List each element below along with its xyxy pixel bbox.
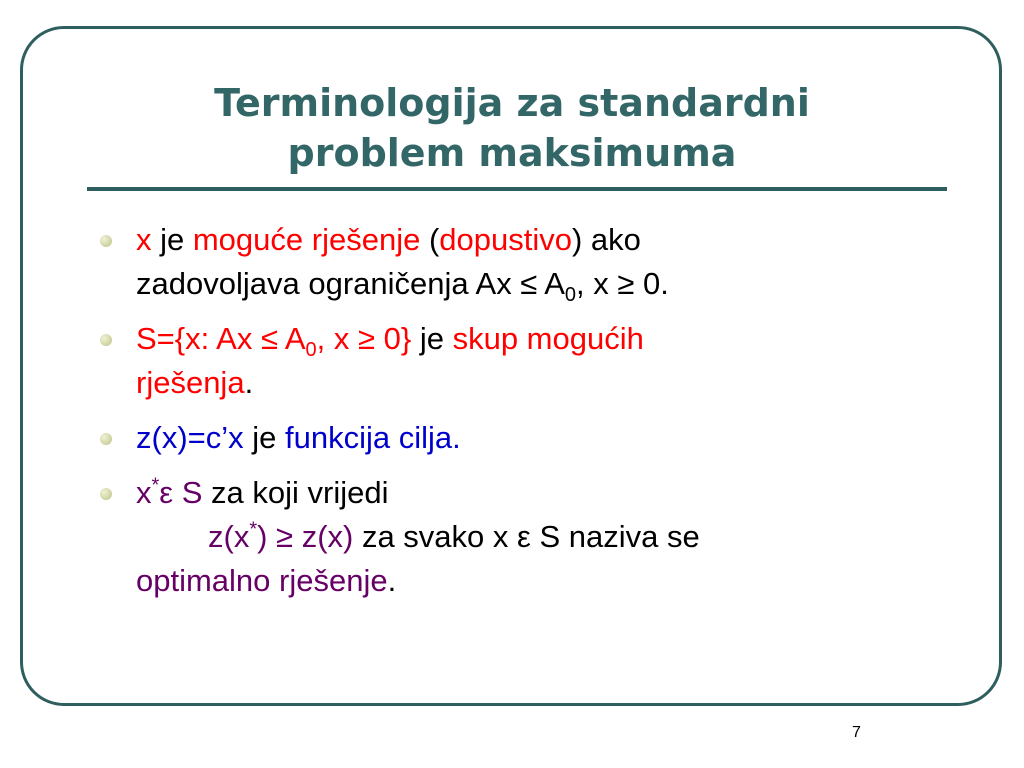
term-funkcija-cilja: funkcija cilja.: [285, 420, 461, 455]
term-dopustivo: dopustivo: [439, 222, 572, 257]
superscript-star: *: [249, 518, 258, 541]
bullet-item-optimal-solution: [98, 471, 928, 603]
optimality-formula-end: ) ≥ z(x): [257, 519, 354, 554]
text-period: .: [244, 365, 254, 400]
subscript-0: 0: [564, 284, 577, 307]
text-za-svako: za svako x ε S naziva se: [353, 519, 700, 554]
text-open-paren: (: [420, 222, 440, 257]
bullet-line: [136, 317, 928, 361]
subscript-0: 0: [305, 339, 317, 362]
title-line-2: problem maksimuma: [287, 131, 737, 175]
constraint-text: zadovoljava ograničenja Ax ≤ A: [136, 266, 565, 301]
bullet-dot-icon: [100, 334, 112, 346]
variable-x-star: x: [136, 475, 152, 510]
variable-x: x: [136, 222, 152, 257]
objective-formula: z(x)=c’x: [136, 420, 244, 455]
term-optimalno-rjesenje: optimalno rješenje: [136, 563, 388, 598]
bullet-item-feasible-solution: [98, 218, 928, 306]
term-rjesenja: rješenja: [136, 365, 245, 400]
membership-s: ε S: [159, 475, 203, 510]
set-definition-end: , x ≥ 0}: [316, 321, 412, 356]
bullet-line: [136, 218, 928, 262]
bullet-item-objective-function: [98, 416, 928, 460]
superscript-star: *: [151, 474, 160, 497]
bullet-line: [136, 471, 928, 515]
bullet-line: [136, 361, 928, 405]
bullet-dot-icon: [100, 433, 112, 445]
page-number: 7: [852, 724, 861, 741]
set-definition: S={x: Ax ≤ A: [136, 321, 306, 356]
optimality-formula: z(x: [208, 519, 250, 554]
bullet-line: [136, 416, 928, 460]
bullet-list: [98, 218, 928, 614]
bullet-dot-icon: [100, 235, 112, 247]
text-je: je: [151, 222, 193, 257]
bullet-line: [136, 262, 928, 306]
continuation-line: [136, 559, 928, 603]
text-period: .: [387, 563, 397, 598]
text-ako: ) ako: [571, 222, 641, 257]
term-skup-mogucih: skup mogućih: [452, 321, 644, 356]
bullet-item-feasible-set: [98, 317, 928, 405]
continuation-line: [136, 515, 928, 559]
bullet-dot-icon: [100, 488, 112, 500]
slide-title: [60, 78, 964, 178]
term-moguce-rjesenje: moguće rješenje: [192, 222, 421, 257]
title-divider: [87, 187, 947, 191]
constraint-text-end: , x ≥ 0.: [576, 266, 669, 301]
text-za-koji-vrijedi: za koji vrijedi: [202, 475, 389, 510]
text-je: je: [243, 420, 285, 455]
text-je: je: [411, 321, 453, 356]
title-line-1: Terminologija za standardni: [214, 81, 810, 125]
